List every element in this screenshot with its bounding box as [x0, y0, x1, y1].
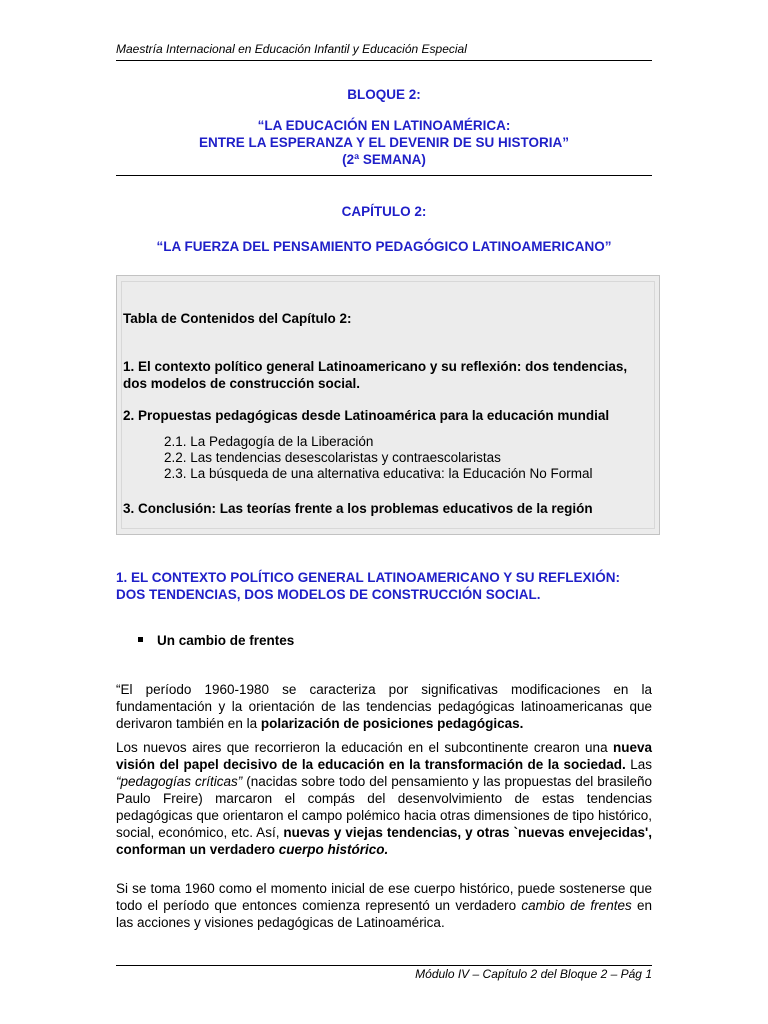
- square-bullet-icon: [138, 637, 143, 642]
- paragraph-3-text-b: en las acciones y visiones pedagógicas de Latinoamérica.: [116, 898, 652, 930]
- paragraph-3-italic: cambio de frentes: [521, 898, 632, 913]
- page-footer: Módulo IV – Capítulo 2 del Bloque 2 – Pág 1: [415, 967, 652, 981]
- title-divider: [116, 175, 652, 176]
- section-heading-line-1: 1. EL CONTEXTO POLÍTICO GENERAL LATINOAMERICANO Y SU REFLEXIÓN:: [116, 570, 621, 585]
- running-header: Maestría Internacional en Educación Infantil y Educación Especial: [116, 40, 652, 61]
- bloque-title: [116, 117, 652, 168]
- paragraph-1-text: “El período 1960-1980 se caracteriza por significativas modificaciones en la fundamentación y la orientación de las tendencias pedagógicas latinoamericanas que derivaron también en la: [116, 682, 652, 731]
- paragraph-3: [116, 880, 652, 931]
- chapter-label: CAPÍTULO 2:: [341, 204, 427, 219]
- section-heading-line-2: DOS TENDENCIAS, DOS MODELOS DE CONSTRUCCIÓN SOCIAL.: [116, 587, 541, 602]
- toc-subitem-2-1: 2.1. La Pedagogía de la Liberación: [164, 434, 374, 449]
- bullet-item: [138, 632, 294, 649]
- paragraph-3-text-a: Si se toma 1960 como el momento inicial de ese cuerpo histórico, puede sostenerse que todo el período que entonces comienza representó un verdadero: [116, 881, 652, 913]
- bloque-label: BLOQUE 2:: [347, 87, 421, 102]
- toc-item-1-line-2: dos modelos de construcción social.: [123, 376, 361, 391]
- paragraph-1: [116, 681, 652, 732]
- chapter-title: “LA FUERZA DEL PENSAMIENTO PEDAGÓGICO LATINOAMERICANO”: [156, 239, 612, 254]
- toc-subitem-2-3: 2.3. La búsqueda de una alternativa educativa: la Educación No Formal: [164, 466, 593, 481]
- table-of-contents-inner: [121, 281, 655, 529]
- table-of-contents-box: [116, 275, 660, 535]
- paragraph-2-text-a: Los nuevos aires que recorrieron la educación en el subcontinente crearon una: [116, 740, 613, 755]
- bullet-label: Un cambio de frentes: [157, 633, 295, 648]
- paragraph-2-bold-a: nueva visión del papel decisivo de la educación en la transformación de la sociedad.: [116, 740, 652, 772]
- document-page: [116, 0, 652, 1024]
- paragraph-2: [116, 739, 652, 858]
- bloque-title-line-1: “LA EDUCACIÓN EN LATINOAMÉRICA:: [257, 118, 511, 133]
- toc-item-1-line-1: 1. El contexto político general Latinoamericano y su reflexión: dos tendencias,: [123, 359, 628, 374]
- paragraph-2-text-c: (nacidas sobre todo del pensamiento y las propuestas del brasileño Paulo Freire) marcaron el compás del desenvolvimiento de estas tendencias pedagógicas que orientaron el campo polémico hacia otras dimensiones de tipo histórico, social, económico, etc. Así,: [116, 774, 653, 840]
- paragraph-1-bold: polarización de posiciones pedagógicas.: [260, 716, 524, 731]
- toc-item-2: 2. Propuestas pedagógicas desde Latinoamérica para la educación mundial: [123, 408, 610, 423]
- paragraph-2-text-b: Las: [625, 757, 652, 772]
- toc-heading: Tabla de Contenidos del Capítulo 2:: [123, 311, 352, 326]
- paragraph-2-bold-italic: cuerpo histórico.: [278, 842, 389, 857]
- bloque-title-line-2: ENTRE LA ESPERANZA Y EL DEVENIR DE SU HISTORIA”: [198, 135, 570, 150]
- bloque-title-line-3: (2ª SEMANA): [342, 152, 426, 167]
- toc-item-3: 3. Conclusión: Las teorías frente a los problemas educativos de la región: [123, 501, 593, 516]
- paragraph-2-bold-b: nuevas y viejas tendencias, y otras `nuevas envejecidas', conforman un verdadero: [116, 825, 652, 857]
- section-heading: [116, 569, 652, 603]
- toc-subitem-2-2: 2.2. Las tendencias desescolaristas y contraescolaristas: [164, 450, 501, 465]
- paragraph-2-italic: “pedagogías críticas”: [116, 774, 243, 789]
